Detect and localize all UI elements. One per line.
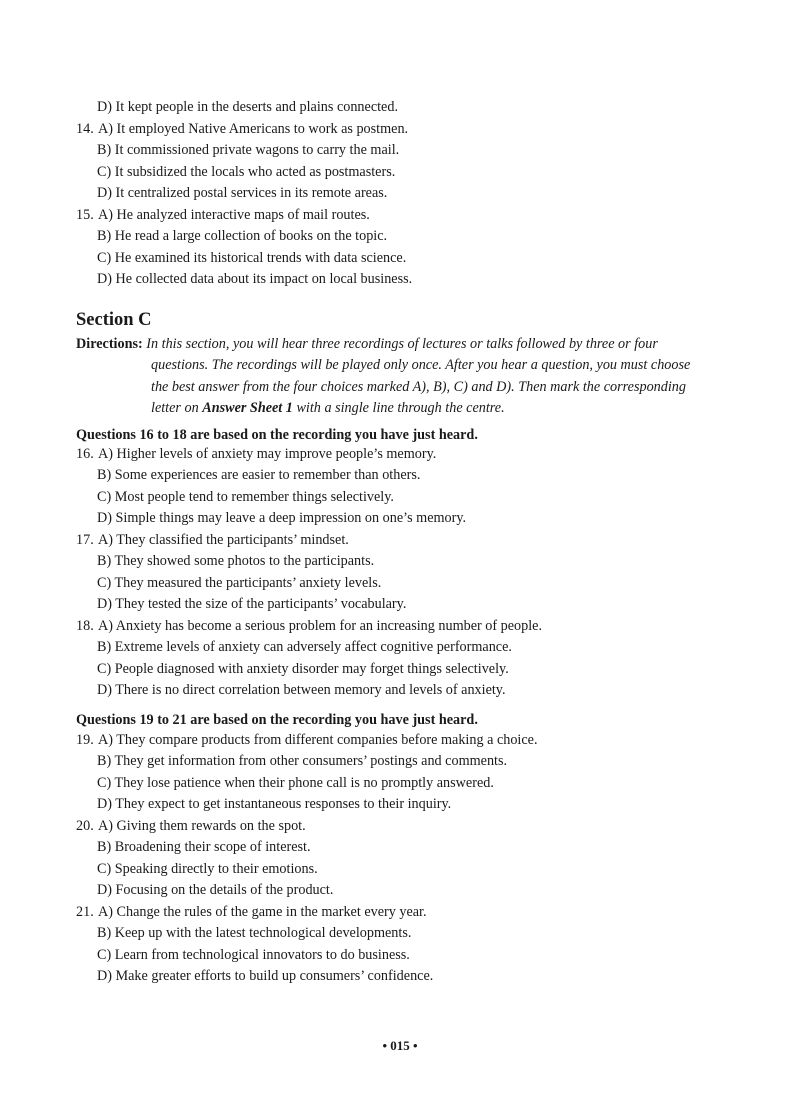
option-text: A) Anxiety has become a serious problem for an increasing number of people.: [98, 618, 543, 634]
group2-heading: Questions 19 to 21 are based on the recording you have just heard.: [76, 712, 478, 728]
directions-line-1: In this section, you will hear three recordings of lectures or talks followed by three or four: [146, 336, 658, 352]
q15-option-d: D) He collected data about its impact on local business.: [97, 271, 413, 287]
directions-label: Directions:: [76, 336, 143, 352]
q16-option-b: B) Some experiences are easier to remember than others.: [97, 467, 421, 483]
q14-option-c: C) It subsidized the locals who acted as postmasters.: [97, 164, 396, 180]
q17-option-c: C) They measured the participants’ anxiety levels.: [97, 575, 382, 591]
q15-option-b: B) He read a large collection of books on the topic.: [97, 228, 388, 244]
q21-option-c: C) Learn from technological innovators to do business.: [97, 947, 410, 963]
q19-option-a: [76, 730, 538, 750]
q15-option-c: C) He examined its historical trends with data science.: [97, 250, 407, 266]
q21-option-b: B) Keep up with the latest technological developments.: [97, 925, 412, 941]
q18-option-d: D) There is no direct correlation between memory and levels of anxiety.: [97, 682, 506, 698]
answer-sheet-ref: Answer Sheet 1: [202, 399, 293, 416]
directions-line-2: questions. The recordings will be played only once. After you hear a question, you must choose: [151, 357, 691, 374]
q17-option-d: D) They tested the size of the participants’ vocabulary.: [97, 596, 407, 612]
q13-option-d: D) It kept people in the deserts and plains connected.: [97, 99, 398, 115]
question-number: 21.: [76, 904, 94, 920]
q21-option-d: D) Make greater efforts to build up consumers’ confidence.: [97, 968, 434, 984]
option-text: A) Change the rules of the game in the market every year.: [98, 904, 427, 920]
q17-option-a: [76, 530, 349, 550]
q14-option-a: [76, 119, 408, 139]
question-number: 15.: [76, 207, 94, 223]
directions-line-4-pre: letter on: [151, 399, 203, 416]
option-text: A) Higher levels of anxiety may improve people’s memory.: [98, 446, 437, 462]
group1-heading: Questions 16 to 18 are based on the recording you have just heard.: [76, 427, 478, 443]
directions-line-4: [76, 398, 726, 419]
option-text: A) They classified the participants’ mindset.: [98, 532, 349, 548]
section-title: Section C: [76, 310, 152, 330]
directions-line-3: the best answer from the four choices marked A), B), C) and D). Then mark the corresponding: [151, 378, 686, 395]
question-number: 14.: [76, 121, 94, 137]
q20-option-a: [76, 816, 306, 836]
q16-option-c: C) Most people tend to remember things selectively.: [97, 489, 394, 505]
q16-option-a: [76, 444, 436, 464]
option-text: A) They compare products from different companies before making a choice.: [98, 732, 538, 748]
q15-option-a: [76, 205, 370, 225]
page-number: • 015 •: [382, 1038, 418, 1053]
question-number: 19.: [76, 732, 94, 748]
q14-option-b: B) It commissioned private wagons to carry the mail.: [97, 142, 400, 158]
q17-option-b: B) They showed some photos to the participants.: [97, 553, 375, 569]
question-number: 16.: [76, 446, 94, 462]
option-text: A) It employed Native Americans to work as postmen.: [98, 121, 409, 137]
question-number: 17.: [76, 532, 94, 548]
q19-option-d: D) They expect to get instantaneous responses to their inquiry.: [97, 796, 452, 812]
option-text: A) Giving them rewards on the spot.: [98, 818, 306, 834]
directions-line-4-post: with a single line through the centre.: [292, 399, 505, 416]
q20-option-b: B) Broadening their scope of interest.: [97, 839, 311, 855]
q19-option-b: B) They get information from other consumers’ postings and comments.: [97, 753, 508, 769]
q21-option-a: [76, 902, 427, 922]
directions-block: [76, 334, 726, 419]
question-number: 18.: [76, 618, 94, 634]
q19-option-c: C) They lose patience when their phone call is no promptly answered.: [97, 775, 494, 791]
q14-option-d: D) It centralized postal services in its remote areas.: [97, 185, 388, 201]
q18-option-b: B) Extreme levels of anxiety can adversely affect cognitive performance.: [97, 639, 512, 655]
option-text: A) He analyzed interactive maps of mail routes.: [98, 207, 370, 223]
q18-option-c: C) People diagnosed with anxiety disorder may forget things selectively.: [97, 661, 509, 677]
q20-option-c: C) Speaking directly to their emotions.: [97, 861, 318, 877]
question-number: 20.: [76, 818, 94, 834]
q18-option-a: [76, 616, 542, 636]
q20-option-d: D) Focusing on the details of the product.: [97, 882, 334, 898]
q16-option-d: D) Simple things may leave a deep impression on one’s memory.: [97, 510, 467, 526]
